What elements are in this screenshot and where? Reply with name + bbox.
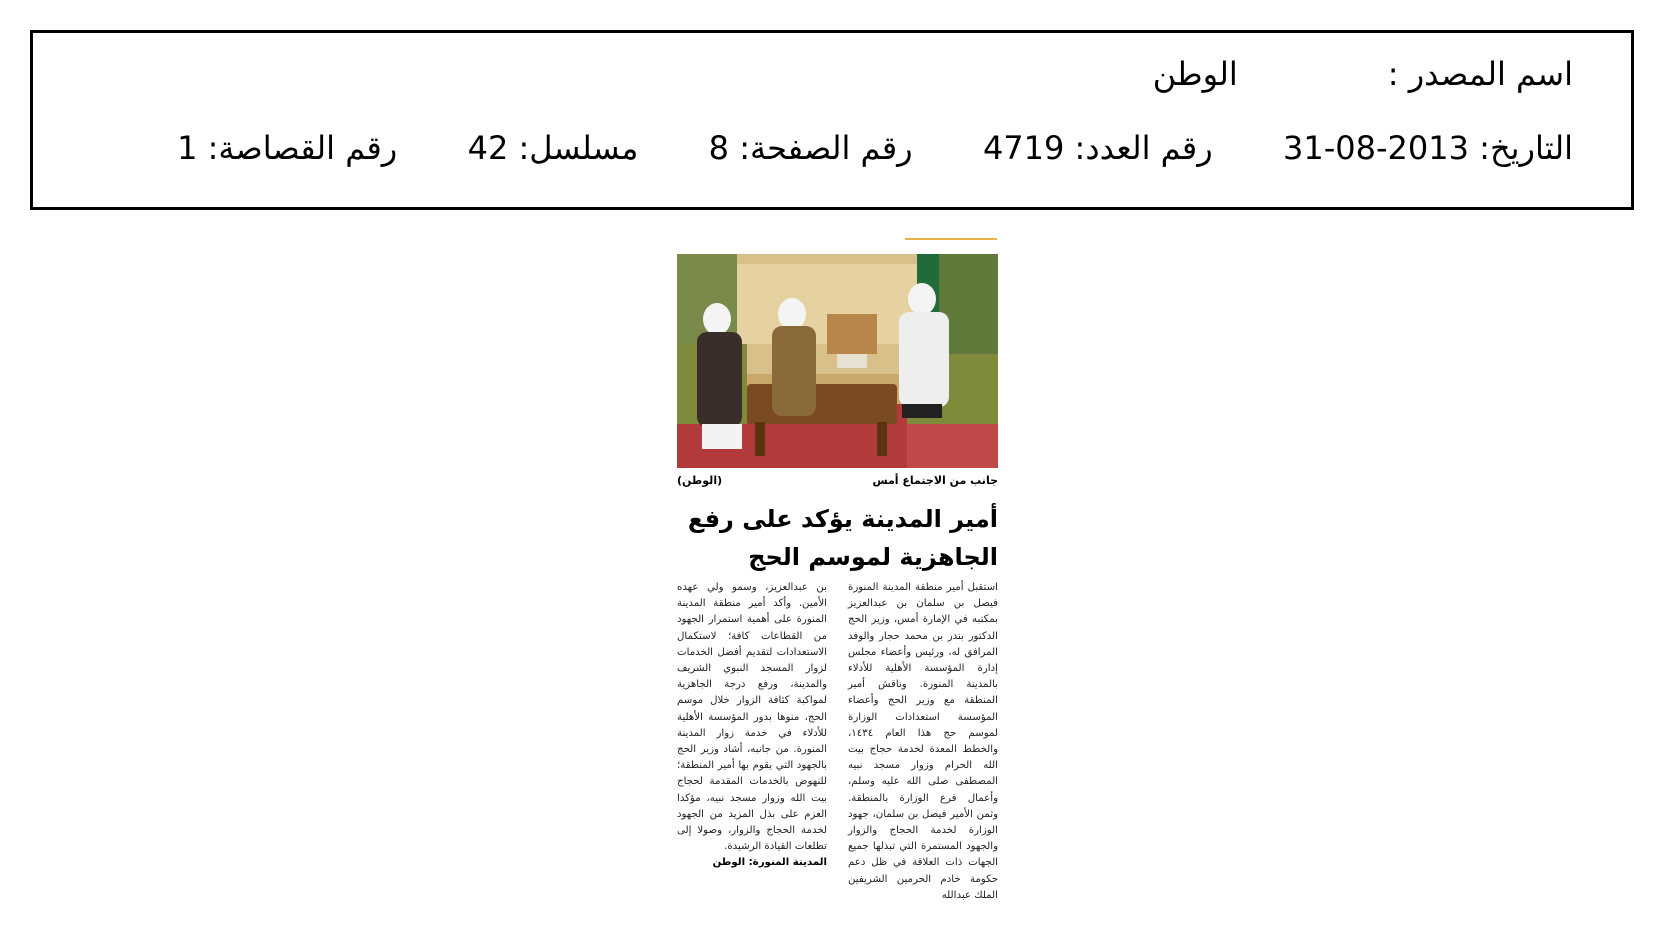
clipping-header <box>30 30 1634 210</box>
photo-credit: (الوطن) <box>677 474 723 487</box>
issue-value: 4719 <box>982 129 1065 167</box>
serial-label: مسلسل: <box>518 129 639 167</box>
clip-label: رقم القصاصة: <box>207 129 398 167</box>
page-value: 8 <box>708 129 730 167</box>
issue-label: رقم العدد: <box>1074 129 1213 167</box>
top-rule <box>905 238 997 240</box>
page-label: رقم الصفحة: <box>739 129 913 167</box>
date-label: التاريخ: <box>1479 129 1573 167</box>
article-byline: المدينة المنورة: الوطن <box>712 857 827 869</box>
column-left-text: بن عبدالعزيز، وسمو ولي عهده الأمين. وأكد أمير منطقة المدينة المنورة على أهمية استمرار الجهود من القطاعات كافة؛ لاستكمال الاستعدادات لتقديم أفضل الخدمات لزوار المسجد النبوي الشريف والمدينة، ورفع درجة الجاهزية لمواكبة كثافة الزوار خلال موسم الحج، منوها بدور المؤسسة الأهلية للأدلاء في خدمة زوار المدينة المنورة. من جانبه، أشاد وزير الحج بالجهود التي يقوم بها أمير المنطقة؛ للنهوض بالخدمات المقدمة لحجاج بيت الله وزوار مسجد نبيه، مؤكدا العزم على بذل المزيد من الجهود لخدمة الحجاج والزوار، وصولا إلى تطلعات القيادة الرشيدة. <box>677 582 827 853</box>
column-right-text: استقبل أمير منطقة المدينة المنورة فيصل بن سلمان بن عبدالعزيز بمكتبه في الإمارة أمس، وزير الحج الدكتور بندر بن محمد حجار والوفد المرافق له، ورئيس وأعضاء مجلس إدارة المؤسسة الأهلية للأدلاء بالمدينة المنورة. وناقش أمير المنطقة مع وزير الحج وأعضاء المؤسسة استعدادات الوزارة لموسم حج هذا العام ١٤٣٤، والخطط المعدة لخدمة حجاج بيت الله الحرام وزوار مسجد نبيه المصطفى صلى الله عليه وسلم، وأعمال فرع الوزارة بالمنطقة. وثمن الأمير فيصل بن سلمان، جهود الوزارة لخدمة الحجاج والزوار والجهود المستمرة التي تبذلها جميع الجهات ذات العلاقة في ظل دعم حكومة خادم الحرمين الشريفين الملك عبدالله <box>848 582 998 901</box>
meeting-photo <box>677 254 998 468</box>
clip-value: 1 <box>177 129 198 167</box>
source-value: الوطن <box>1152 55 1238 93</box>
date-value: 2013-08-31 <box>1283 129 1469 167</box>
photo-caption: جانب من الاجتماع أمس <box>872 474 998 487</box>
article-column-right <box>848 580 998 904</box>
article-headline: أمير المدينة يؤكد على رفع الجاهزية لموسم الحج <box>687 505 998 571</box>
article-column-left <box>677 580 827 872</box>
newspaper-clipping <box>675 238 1000 918</box>
source-row <box>1153 55 1573 93</box>
serial-value: 42 <box>467 129 509 167</box>
source-label: اسم المصدر : <box>1387 55 1573 93</box>
meeting-photo-illustration <box>677 254 998 468</box>
meta-row <box>177 129 1573 167</box>
